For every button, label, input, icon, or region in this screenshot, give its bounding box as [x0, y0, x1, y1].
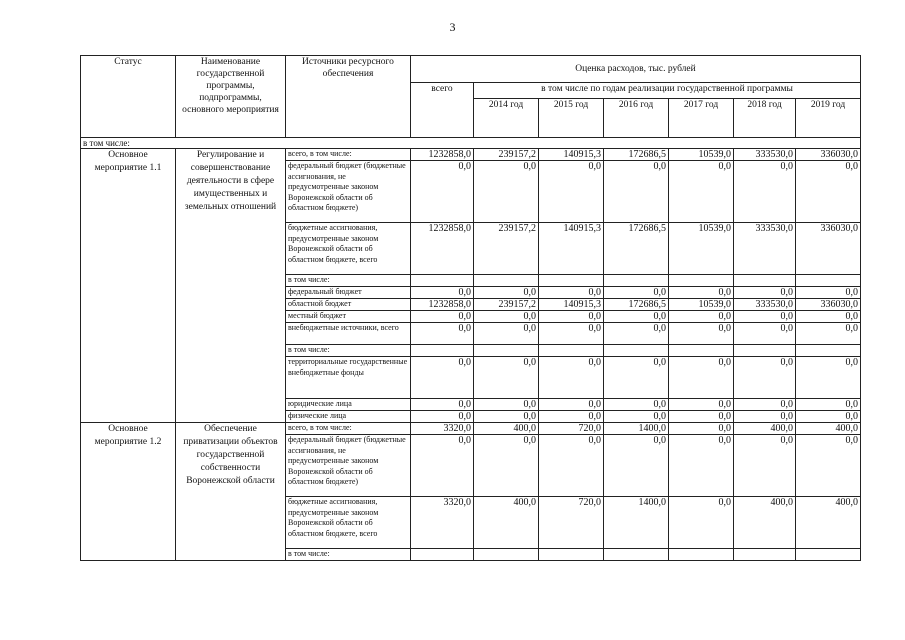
value-year: 140915,3	[539, 223, 604, 275]
value-year	[539, 549, 604, 561]
value-year: 0,0	[669, 435, 734, 497]
funding-source: в том числе:	[286, 275, 411, 287]
header-year: 2018 год	[734, 99, 796, 138]
funding-source: в том числе:	[286, 345, 411, 357]
value-total: 1232858,0	[411, 149, 474, 161]
value-year: 172686,5	[604, 149, 669, 161]
value-year: 0,0	[669, 399, 734, 411]
value-year	[734, 549, 796, 561]
value-year: 0,0	[604, 161, 669, 223]
funding-source: федеральный бюджет (бюджетные ассигнования, не предусмотренные законом Воронежской области об областном бюджете)	[286, 161, 411, 223]
value-year: 0,0	[734, 323, 796, 345]
value-year: 0,0	[539, 435, 604, 497]
value-year: 336030,0	[796, 299, 861, 311]
value-year: 0,0	[539, 311, 604, 323]
value-year: 0,0	[734, 399, 796, 411]
value-year	[669, 549, 734, 561]
measure-name: Регулирование и совершенствование деятельности в сфере имущественных и земельных отношений	[176, 149, 286, 423]
table-body	[81, 56, 861, 561]
value-year: 0,0	[604, 357, 669, 399]
value-year: 0,0	[669, 161, 734, 223]
value-year: 0,0	[474, 399, 539, 411]
value-year: 1400,0	[604, 423, 669, 435]
value-year	[539, 275, 604, 287]
value-year: 140915,3	[539, 149, 604, 161]
measure-status: Основное мероприятие 1.1	[81, 149, 176, 423]
value-year	[796, 549, 861, 561]
value-total	[411, 549, 474, 561]
value-year: 0,0	[796, 435, 861, 497]
value-year: 400,0	[734, 497, 796, 549]
measure-status: Основное мероприятие 1.2	[81, 423, 176, 561]
value-year	[474, 275, 539, 287]
value-year: 0,0	[474, 161, 539, 223]
value-year	[539, 345, 604, 357]
value-year	[474, 345, 539, 357]
value-year: 0,0	[734, 287, 796, 299]
header-by-years: в том числе по годам реализации государственной программы	[474, 83, 861, 99]
value-year: 0,0	[474, 411, 539, 423]
value-year: 1400,0	[604, 497, 669, 549]
header-estimate: Оценка расходов, тыс. рублей	[411, 56, 861, 83]
value-total: 0,0	[411, 161, 474, 223]
funding-source: территориальные государственные внебюджетные фонды	[286, 357, 411, 399]
value-year: 0,0	[539, 357, 604, 399]
value-year	[734, 275, 796, 287]
header-year: 2014 год	[474, 99, 539, 138]
value-year: 720,0	[539, 497, 604, 549]
value-total	[411, 345, 474, 357]
value-year: 0,0	[669, 411, 734, 423]
value-year	[796, 275, 861, 287]
value-year: 0,0	[669, 323, 734, 345]
value-year: 0,0	[734, 311, 796, 323]
value-year: 10539,0	[669, 299, 734, 311]
value-year	[604, 549, 669, 561]
table-row	[81, 423, 861, 435]
value-year: 400,0	[734, 423, 796, 435]
measure-name: Обеспечение приватизации объектов государственной собственности Воронежской области	[176, 423, 286, 561]
value-year: 333530,0	[734, 299, 796, 311]
header-program-name: Наименование государственной программы, подпрограммы, основного мероприятия	[176, 56, 286, 138]
value-total: 0,0	[411, 435, 474, 497]
funding-source: юридические лица	[286, 399, 411, 411]
value-year: 0,0	[796, 399, 861, 411]
value-year: 333530,0	[734, 223, 796, 275]
value-year	[604, 345, 669, 357]
value-year: 0,0	[796, 323, 861, 345]
funding-source: федеральный бюджет (бюджетные ассигнования, не предусмотренные законом Воронежской области об областном бюджете)	[286, 435, 411, 497]
header-year: 2016 год	[604, 99, 669, 138]
header-year: 2015 год	[539, 99, 604, 138]
value-total: 3320,0	[411, 423, 474, 435]
resource-table	[80, 55, 861, 561]
header-year: 2019 год	[796, 99, 861, 138]
value-total: 0,0	[411, 411, 474, 423]
value-year: 0,0	[796, 311, 861, 323]
section-label: в том числе:	[81, 138, 861, 149]
value-year: 0,0	[604, 435, 669, 497]
funding-source: всего, в том числе:	[286, 149, 411, 161]
value-year: 0,0	[669, 311, 734, 323]
value-total	[411, 275, 474, 287]
value-year: 0,0	[474, 323, 539, 345]
value-year: 400,0	[796, 497, 861, 549]
value-year	[604, 275, 669, 287]
value-year: 239157,2	[474, 223, 539, 275]
value-year: 0,0	[539, 161, 604, 223]
value-year: 336030,0	[796, 149, 861, 161]
value-year	[669, 345, 734, 357]
funding-source: физические лица	[286, 411, 411, 423]
funding-source: федеральный бюджет	[286, 287, 411, 299]
value-year: 0,0	[604, 323, 669, 345]
funding-source: в том числе:	[286, 549, 411, 561]
funding-source: областной бюджет	[286, 299, 411, 311]
value-year: 0,0	[796, 287, 861, 299]
funding-source: бюджетные ассигнования, предусмотренные законом Воронежской области об областном бюджете, всего	[286, 223, 411, 275]
funding-source: всего, в том числе:	[286, 423, 411, 435]
table-row	[81, 149, 861, 161]
header-total: всего	[411, 83, 474, 138]
value-year: 0,0	[604, 411, 669, 423]
value-year: 400,0	[796, 423, 861, 435]
value-year: 0,0	[734, 435, 796, 497]
value-year: 336030,0	[796, 223, 861, 275]
value-year: 0,0	[539, 411, 604, 423]
value-year: 10539,0	[669, 149, 734, 161]
value-year: 0,0	[734, 357, 796, 399]
value-total: 0,0	[411, 323, 474, 345]
value-total: 0,0	[411, 357, 474, 399]
value-year	[796, 345, 861, 357]
value-year: 0,0	[796, 161, 861, 223]
value-year	[669, 275, 734, 287]
value-year: 0,0	[604, 287, 669, 299]
value-year	[734, 345, 796, 357]
value-total: 0,0	[411, 287, 474, 299]
value-year: 0,0	[474, 435, 539, 497]
value-year: 0,0	[604, 311, 669, 323]
value-year: 400,0	[474, 497, 539, 549]
value-year: 0,0	[796, 357, 861, 399]
value-year: 10539,0	[669, 223, 734, 275]
value-year: 0,0	[734, 161, 796, 223]
value-year: 0,0	[734, 411, 796, 423]
value-total: 3320,0	[411, 497, 474, 549]
value-year: 0,0	[474, 287, 539, 299]
value-year: 0,0	[539, 323, 604, 345]
value-year: 0,0	[669, 287, 734, 299]
value-year: 239157,2	[474, 299, 539, 311]
header-status: Статус	[81, 56, 176, 138]
value-year: 140915,3	[539, 299, 604, 311]
value-year: 0,0	[539, 399, 604, 411]
header-year: 2017 год	[669, 99, 734, 138]
value-year: 0,0	[669, 497, 734, 549]
value-year: 400,0	[474, 423, 539, 435]
value-year: 0,0	[474, 357, 539, 399]
value-year: 0,0	[604, 399, 669, 411]
value-year: 0,0	[669, 357, 734, 399]
header-sources: Источники ресурсного обеспечения	[286, 56, 411, 138]
value-year: 0,0	[669, 423, 734, 435]
value-year: 172686,5	[604, 299, 669, 311]
page-number: 3	[449, 20, 456, 34]
funding-source: внебюджетные источники, всего	[286, 323, 411, 345]
funding-source: местный бюджет	[286, 311, 411, 323]
value-year: 172686,5	[604, 223, 669, 275]
value-total: 0,0	[411, 399, 474, 411]
value-total: 1232858,0	[411, 223, 474, 275]
value-year: 720,0	[539, 423, 604, 435]
funding-source: бюджетные ассигнования, предусмотренные законом Воронежской области об областном бюджете, всего	[286, 497, 411, 549]
value-year: 0,0	[474, 311, 539, 323]
value-total: 1232858,0	[411, 299, 474, 311]
value-total: 0,0	[411, 311, 474, 323]
value-year: 0,0	[539, 287, 604, 299]
value-year: 239157,2	[474, 149, 539, 161]
value-year: 0,0	[796, 411, 861, 423]
value-year: 333530,0	[734, 149, 796, 161]
value-year	[474, 549, 539, 561]
